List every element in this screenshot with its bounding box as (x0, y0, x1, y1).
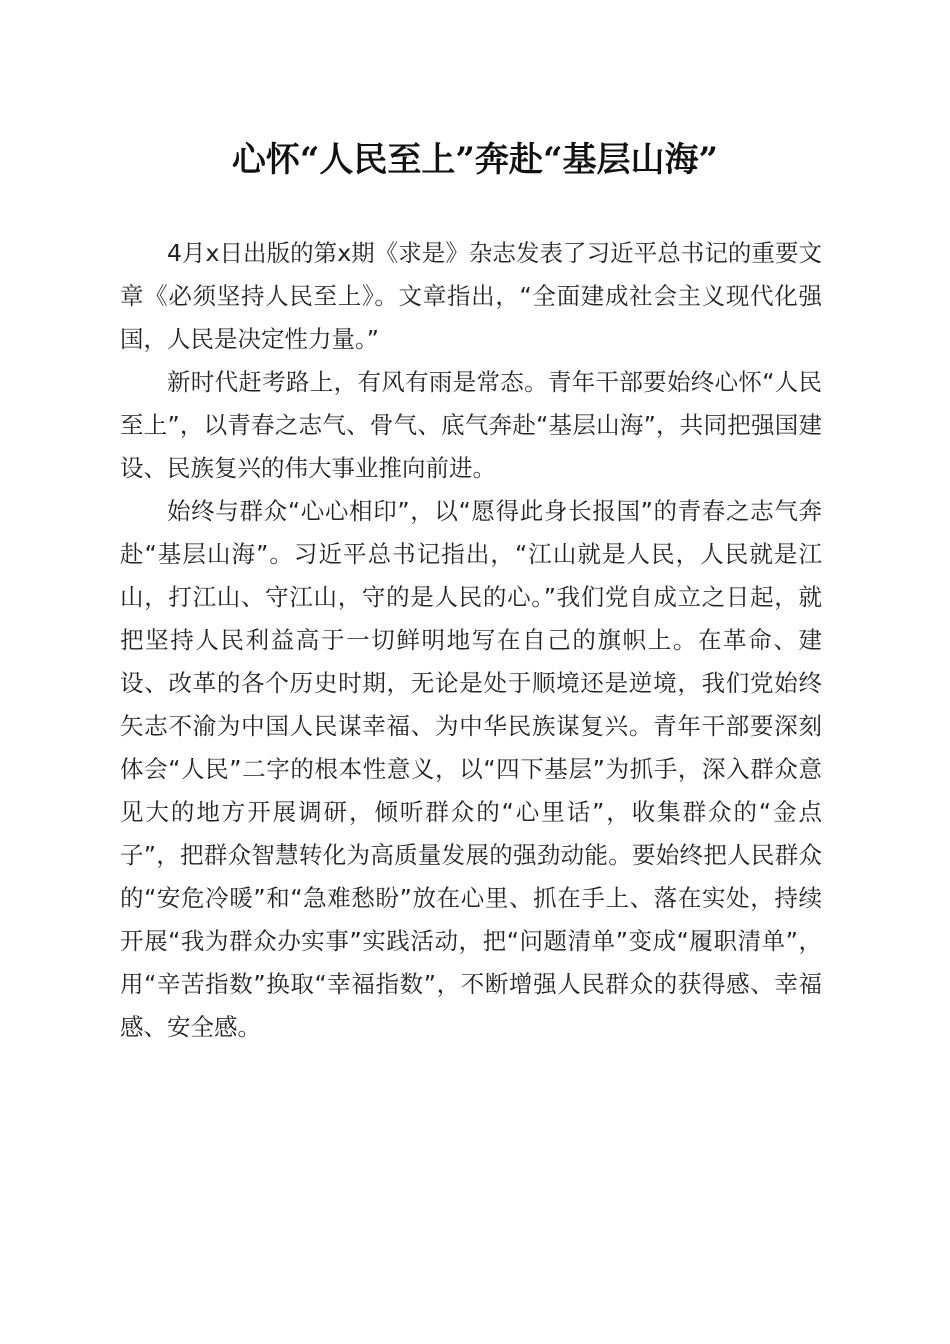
paragraph-2: 新时代赶考路上，有风有雨是常态。青年干部要始终心怀“人民至上”，以青春之志气、骨气、底气奔赴“基层山海”，共同把强国建设、民族复兴的伟大事业推向前进。 (120, 368, 822, 482)
paragraph-3: 始终与群众“心心相印”，以“愿得此身长报国”的青春之志气奔赴“基层山海”。习近平总书记指出，“江山就是人民，人民就是江山，打江山、守江山，守的是人民的心。”我们党自成立之日起，就把坚持人民利益高于一切鲜明地写在自己的旗帜上。在革命、建设、改革的各个历史时期，无论是处于顺境还是逆境，我们党始终矢志不渝为中国人民谋幸福、为中华民族谋复兴。青年干部要深刻体会“人民”二字的根本性意义，以“四下基层”为抓手，深入群众意见大的地方开展调研，倾听群众的“心里话”，收集群众的“金点子”，把群众智慧转化为高质量发展的强劲动能。要始终把人民群众的“安危冷暖”和“急难愁盼”放在心里、抓在手上、落在实处，持续开展“我为群众办实事”实践活动，把“问题清单”变成“履职清单”，用“辛苦指数”换取“幸福指数”，不断增强人民群众的获得感、幸福感、安全感。 (120, 497, 822, 1041)
document-title: 心怀“人民至上”奔赴“基层山海” (231, 140, 719, 180)
paragraph-1: 4月x日出版的第x期《求是》杂志发表了习近平总书记的重要文章《必须坚持人民至上》。文章指出，“全面建成社会主义现代化强国，人民是决定性力量。” (120, 239, 822, 353)
document-body (120, 232, 822, 1049)
